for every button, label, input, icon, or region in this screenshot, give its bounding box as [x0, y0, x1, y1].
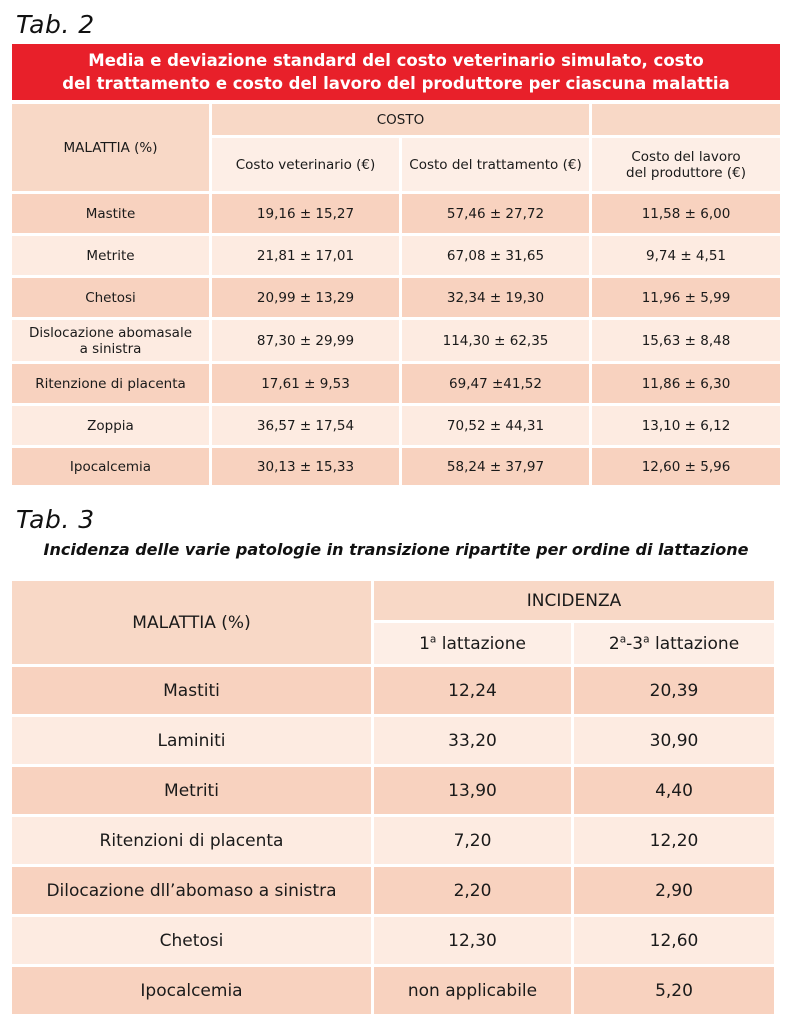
row-second: 12,20: [574, 817, 774, 867]
row-first: 33,20: [374, 717, 574, 767]
tab3-header-malattia: MALATTIA (%): [12, 581, 374, 667]
row-treat: 70,52 ± 44,31: [402, 406, 592, 448]
table-row: [12, 406, 780, 448]
row-second: 2,90: [574, 867, 774, 917]
row-first: non applicabile: [374, 967, 574, 1017]
tab3-header-incidenza: INCIDENZA: [374, 581, 774, 623]
tab2-header-malattia: MALATTIA (%): [12, 104, 212, 194]
tab2-title-line2: del trattamento e costo del lavoro del produttore per ciascuna malattia: [62, 74, 730, 93]
row-second: 5,20: [574, 967, 774, 1017]
tab2-header-costo: COSTO: [212, 104, 592, 138]
row-name: Ipocalcemia: [12, 967, 374, 1017]
tab2-title-banner: [12, 44, 780, 100]
row-name: Chetosi: [12, 278, 212, 320]
row-name: Mastiti: [12, 667, 374, 717]
table-row: [12, 667, 774, 717]
row-first: 12,30: [374, 917, 574, 967]
table-row: [12, 320, 780, 364]
row-vet: 36,57 ± 17,54: [212, 406, 402, 448]
tab3-label: Tab. 3: [16, 505, 95, 534]
table-row: [12, 867, 774, 917]
row-treat: 32,34 ± 19,30: [402, 278, 592, 320]
row-labor: 13,10 ± 6,12: [592, 406, 780, 448]
tab3-col-first: 1$^a$ lattazione: [374, 623, 574, 667]
row-treat: 57,46 ± 27,72: [402, 194, 592, 236]
row-name: Metrite: [12, 236, 212, 278]
row-second: 20,39: [574, 667, 774, 717]
row-first: 13,90: [374, 767, 574, 817]
row-first: 12,24: [374, 667, 574, 717]
row-name: Ipocalcemia: [12, 448, 212, 488]
table-row: [12, 364, 780, 406]
row-name: Laminiti: [12, 717, 374, 767]
row-second: 30,90: [574, 717, 774, 767]
row-labor: 12,60 ± 5,96: [592, 448, 780, 488]
row-labor: 11,86 ± 6,30: [592, 364, 780, 406]
row-labor: 11,96 ± 5,99: [592, 278, 780, 320]
table-row: [12, 194, 780, 236]
row-second: 12,60: [574, 917, 774, 967]
tab2-col-treat: Costo del trattamento (€): [402, 138, 592, 194]
row-treat: 67,08 ± 31,65: [402, 236, 592, 278]
row-labor: 15,63 ± 8,48: [592, 320, 780, 364]
table-row: [12, 767, 774, 817]
row-first: 2,20: [374, 867, 574, 917]
table-row: [12, 967, 774, 1017]
row-second: 4,40: [574, 767, 774, 817]
row-vet: 87,30 ± 29,99: [212, 320, 402, 364]
row-vet: 21,81 ± 17,01: [212, 236, 402, 278]
row-labor: 11,58 ± 6,00: [592, 194, 780, 236]
table-row: [12, 717, 774, 767]
table-row: [12, 448, 780, 488]
tab3-table: [12, 581, 774, 1017]
row-name: Zoppia: [12, 406, 212, 448]
tab3-subtitle: Incidenza delle varie patologie in transizione ripartite per ordine di lattazione: [43, 540, 749, 559]
table-row: [12, 278, 780, 320]
row-vet: 19,16 ± 15,27: [212, 194, 402, 236]
row-name: Chetosi: [12, 917, 374, 967]
row-treat: 58,24 ± 37,97: [402, 448, 592, 488]
tab2-table: [12, 104, 780, 488]
row-name: Dilocazione dll’abomaso a sinistra: [12, 867, 374, 917]
table-row: [12, 817, 774, 867]
row-treat: 69,47 ±41,52: [402, 364, 592, 406]
row-name: Ritenzione di placenta: [12, 364, 212, 406]
table-row: [12, 236, 780, 278]
row-vet: 20,99 ± 13,29: [212, 278, 402, 320]
row-name: Mastite: [12, 194, 212, 236]
table-row: [12, 917, 774, 967]
row-vet: 17,61 ± 9,53: [212, 364, 402, 406]
tab2-header-blank: [592, 104, 780, 138]
tab2-col-labor: Costo del lavoro del produttore (€): [592, 138, 780, 194]
row-name: Dislocazione abomasale a sinistra: [12, 320, 212, 364]
row-treat: 114,30 ± 62,35: [402, 320, 592, 364]
row-vet: 30,13 ± 15,33: [212, 448, 402, 488]
row-labor: 9,74 ± 4,51: [592, 236, 780, 278]
row-first: 7,20: [374, 817, 574, 867]
row-name: Metriti: [12, 767, 374, 817]
row-name: Ritenzioni di placenta: [12, 817, 374, 867]
tab3-col-second: 2$^a$-3$^a$ lattazione: [574, 623, 774, 667]
tab2-label: Tab. 2: [16, 10, 95, 39]
tab2-title-line1: Media e deviazione standard del costo veterinario simulato, costo: [88, 51, 704, 70]
tab2-col-vet: Costo veterinario (€): [212, 138, 402, 194]
